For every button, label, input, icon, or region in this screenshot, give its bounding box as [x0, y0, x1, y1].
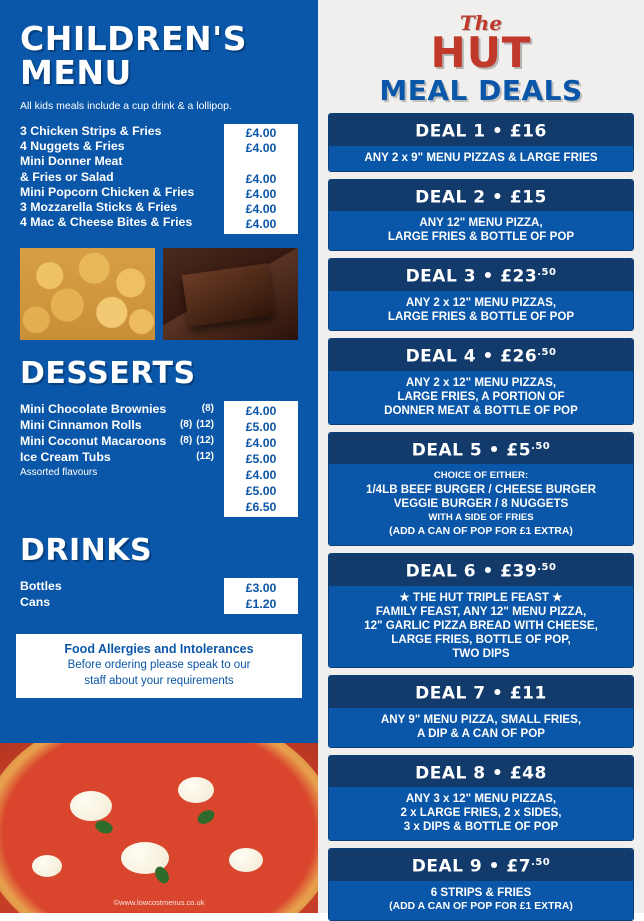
deal-line: ANY 2 x 12" MENU PIZZAS, — [405, 295, 557, 309]
price-value: £5.00 — [245, 452, 277, 467]
drinks-names — [20, 578, 218, 614]
list-item: 3 Mozzarella Sticks & Fries — [20, 200, 178, 215]
deal-line: 3 x DIPS & BOTTLE OF POP — [403, 820, 559, 834]
hut-logo — [328, 11, 634, 107]
deal-title — [329, 259, 633, 291]
deal-body — [329, 291, 633, 330]
deal-line: DONNER MEAT & BOTTLE OF POP — [384, 403, 578, 417]
list-item: Ice Cream Tubs — [20, 450, 111, 465]
food-photos — [20, 248, 298, 340]
allergy-line-1: Before ordering please speak to our — [67, 659, 251, 672]
deal-body — [329, 708, 633, 747]
right-panel — [318, 0, 644, 913]
desserts-names — [20, 401, 218, 517]
list-item: 4 Nuggets & Fries — [20, 139, 125, 154]
deal-line: ★ THE HUT TRIPLE FEAST ★ — [399, 590, 563, 604]
price-value: £3.00 — [245, 581, 277, 596]
deal-body — [329, 211, 633, 250]
price-value: £4.00 — [245, 404, 277, 419]
logo-the-text: The — [459, 11, 503, 35]
deal-line: LARGE FRIES & BOTTLE OF POP — [387, 309, 575, 323]
deal-card-2 — [328, 179, 634, 252]
allergy-line-2: staff about your requirements — [84, 675, 234, 688]
drinks-prices — [224, 578, 298, 614]
price-value: £4.00 — [245, 186, 277, 201]
deal-title-text: DEAL 1 • £16 — [415, 121, 547, 142]
deal-line: ANY 2 x 9" MENU PIZZAS & LARGE FRIES — [364, 150, 598, 164]
deal-line: ANY 2 x 12" MENU PIZZAS, — [405, 375, 557, 389]
price-value: £4.00 — [245, 202, 277, 217]
deal-title — [329, 756, 633, 788]
chicken-nuggets-photo — [20, 248, 155, 340]
deal-title-sup: .50 — [531, 857, 551, 869]
allergy-title: Food Allergies and Intolerances — [64, 642, 254, 657]
price-value: £5.00 — [245, 420, 277, 435]
deal-title-text: DEAL 2 • £15 — [415, 187, 547, 208]
deal-line: 6 STRIPS & FRIES — [430, 885, 532, 899]
list-item: Mini Donner Meat — [20, 154, 123, 169]
allergy-notice — [14, 632, 304, 700]
deal-line: CHOICE OF EITHER: — [433, 470, 529, 482]
price-value: £5.00 — [245, 484, 277, 499]
qty-label: (8) — [201, 403, 214, 415]
deal-card-3 — [328, 258, 634, 331]
list-item: & Fries or Salad — [20, 169, 114, 184]
pizza-photo — [0, 743, 318, 913]
children-menu-names — [20, 124, 218, 234]
price-value: £6.50 — [245, 500, 277, 515]
mozzarella-blob — [70, 791, 112, 821]
deal-title-text: DEAL 8 • £48 — [415, 763, 547, 784]
deal-line: (ADD A CAN OF POP FOR £1 EXTRA) — [389, 900, 573, 912]
copyright-credit: ©www.lowcostmenus.co.uk — [113, 898, 205, 907]
logo-hut-text: HUT — [430, 28, 532, 77]
deal-line: FAMILY FEAST, ANY 12" MENU PIZZA, — [375, 604, 587, 618]
deal-title — [329, 849, 633, 881]
qty-label: (8) — [179, 435, 193, 447]
deal-title-text: DEAL 7 • £11 — [415, 683, 547, 704]
desserts-title: DESSERTS — [20, 356, 196, 392]
deal-title-sup: .50 — [531, 440, 551, 452]
deal-body — [329, 464, 633, 545]
deal-line: WITH A SIDE OF FRIES — [428, 512, 534, 524]
deal-title — [329, 339, 633, 371]
qty-label: (12) — [196, 451, 214, 463]
left-panel — [0, 0, 318, 913]
price-value: £4.00 — [245, 171, 277, 186]
qty-label: (8) — [179, 419, 193, 431]
price-value: £4.00 — [245, 468, 277, 483]
deal-line: (ADD A CAN OF POP FOR £1 EXTRA) — [389, 526, 573, 538]
deal-title-text: DEAL 6 • £39 — [405, 561, 538, 582]
deal-title-text: DEAL 4 • £26 — [405, 346, 538, 367]
deal-line: ANY 12" MENU PIZZA, — [419, 216, 543, 230]
drinks-title: DRINKS — [20, 533, 153, 569]
deal-line: VEGGIE BURGER / 8 NUGGETS — [393, 497, 569, 511]
mozzarella-blob — [32, 855, 62, 877]
children-menu-list — [20, 124, 298, 234]
children-menu-subtitle: All kids meals include a cup drink & a lollipop. — [20, 100, 232, 112]
deal-card-1 — [328, 113, 634, 172]
price-value: £1.20 — [245, 597, 277, 612]
item-label: Mini Chocolate Brownies — [20, 402, 167, 417]
drinks-list — [20, 578, 298, 614]
deal-title-text: DEAL 9 • £7 — [411, 856, 532, 877]
deal-line: 2 x LARGE FRIES, 2 x SIDES, — [400, 806, 562, 820]
price-value: £4.00 — [245, 141, 277, 156]
left-panel-content — [0, 0, 318, 614]
item-label: Mini Cinnamon Rolls — [20, 418, 142, 433]
deal-line: LARGE FRIES, A PORTION OF — [397, 389, 565, 403]
list-item — [20, 433, 218, 449]
chocolate-brownie-photo — [163, 248, 298, 340]
deal-body — [329, 146, 633, 171]
children-menu-title: CHILDREN'S MENU — [20, 19, 247, 92]
list-item-sub: Assorted flavours — [20, 467, 98, 479]
deal-card-9 — [328, 848, 634, 921]
deal-card-5 — [328, 432, 634, 547]
deal-line: 12" GARLIC PIZZA BREAD WITH CHEESE, — [364, 618, 598, 632]
deal-title-sup: .50 — [537, 562, 557, 574]
item-label: Mini Coconut Macaroons — [20, 434, 167, 449]
list-item: 3 Chicken Strips & Fries — [20, 124, 162, 138]
pizza-crust — [0, 743, 318, 913]
deal-card-6 — [328, 553, 634, 668]
price-value: £4.00 — [245, 217, 277, 232]
deal-body — [329, 371, 633, 424]
list-item: Bottles — [20, 579, 62, 594]
deal-title-sup: .50 — [537, 346, 557, 358]
deal-title — [329, 180, 633, 212]
price-value: £4.00 — [245, 126, 277, 140]
mozzarella-blob — [178, 777, 214, 803]
list-item — [20, 417, 218, 433]
deal-line: 1/4LB BEEF BURGER / CHEESE BURGER — [366, 483, 596, 497]
deal-line: ANY 3 x 12" MENU PIZZAS, — [405, 792, 557, 806]
deal-body — [329, 787, 633, 840]
qty-label: (12) — [196, 419, 214, 431]
deal-title-text: DEAL 5 • £5 — [411, 440, 532, 461]
desserts-prices — [224, 401, 298, 517]
deal-card-8 — [328, 755, 634, 842]
children-menu-prices — [224, 124, 298, 234]
deal-title — [329, 114, 633, 146]
list-item — [20, 401, 218, 417]
deal-line: ANY 9" MENU PIZZA, SMALL FRIES, — [380, 712, 582, 726]
deal-line: LARGE FRIES, BOTTLE OF POP, — [391, 632, 571, 646]
deal-title — [329, 554, 633, 586]
deal-card-7 — [328, 675, 634, 748]
deal-title-text: DEAL 3 • £23 — [405, 266, 538, 287]
deal-title-sup: .50 — [537, 267, 557, 279]
desserts-list — [20, 401, 298, 517]
deal-line: A DIP & A CAN OF POP — [417, 726, 545, 740]
list-item: Mini Popcorn Chicken & Fries — [20, 184, 195, 199]
deal-line: LARGE FRIES & BOTTLE OF POP — [387, 230, 575, 244]
deal-body — [329, 881, 633, 920]
deal-title — [329, 676, 633, 708]
price-value: £4.00 — [245, 436, 277, 451]
list-item: 4 Mac & Cheese Bites & Fries — [20, 215, 193, 230]
deal-title — [329, 433, 633, 465]
deal-card-4 — [328, 338, 634, 425]
list-item: Cans — [20, 595, 51, 610]
deal-line: TWO DIPS — [452, 646, 510, 660]
price-spacer — [224, 156, 298, 171]
meal-deals-title: MEAL DEALS — [379, 74, 583, 107]
deal-body — [329, 586, 633, 667]
qty-label: (12) — [196, 435, 214, 447]
